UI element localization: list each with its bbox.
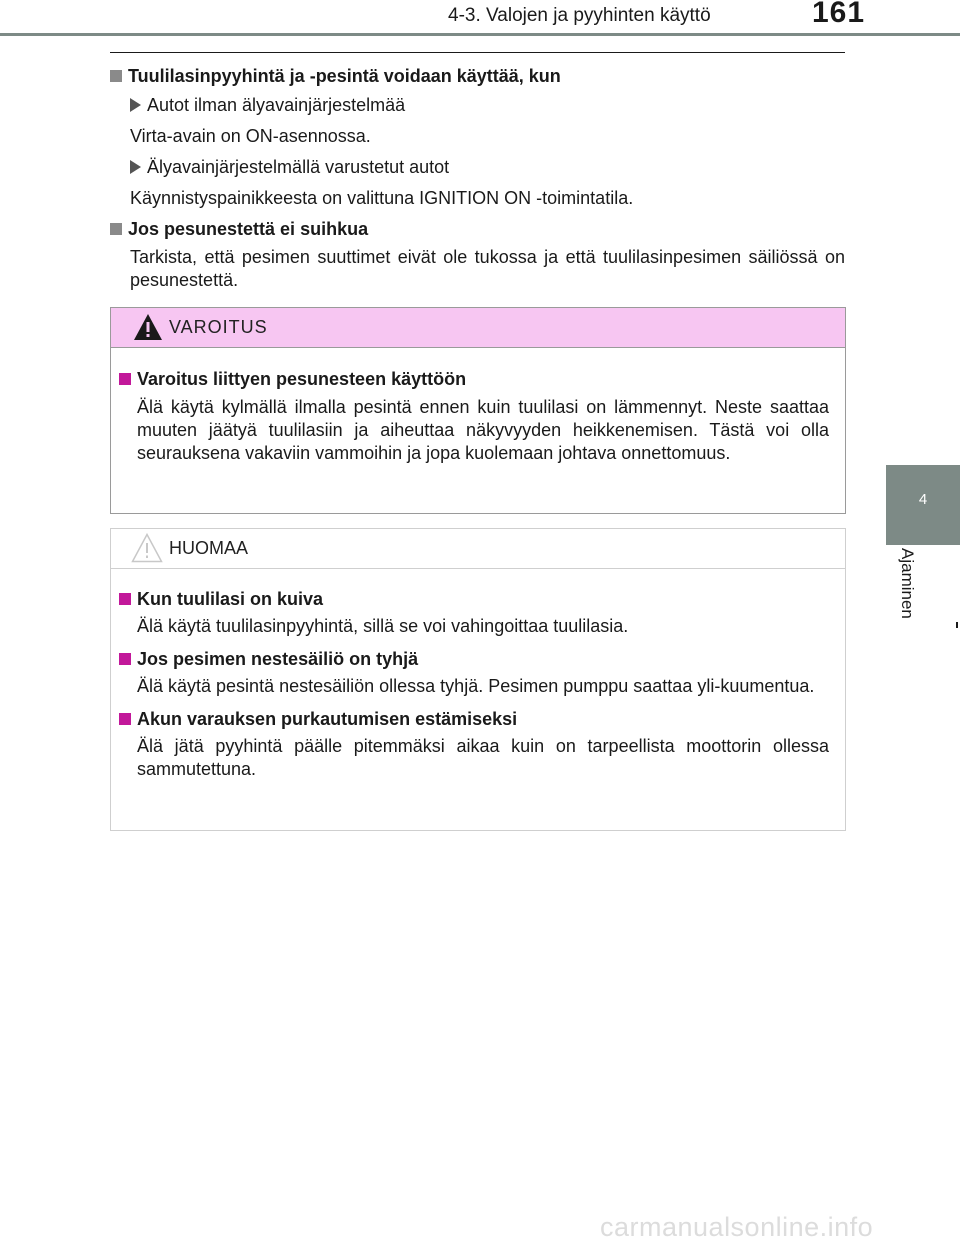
page-header <box>0 0 960 40</box>
square-bullet-icon <box>119 653 131 665</box>
square-bullet-icon <box>119 593 131 605</box>
caution-triangle-icon <box>131 533 163 563</box>
section-wiper-conditions <box>110 62 845 213</box>
notice-heading: Jos pesimen nestesäiliö on tyhjä <box>137 649 419 669</box>
chapter-number: 4 <box>918 491 928 508</box>
bullet-text: Älyavainjärjestelmällä varustetut autot <box>147 157 450 177</box>
notice-text: Älä jätä pyyhintä päälle pitemmäksi aikaa kuin on tarpeellista moottorin ollessa sammutettuna. <box>137 736 829 779</box>
notice-text: Älä käytä tuulilasinpyyhintä, sillä se voi vahingoittaa tuulilasia. <box>137 616 629 636</box>
section-heading: Jos pesunestettä ei suihkua <box>128 219 369 239</box>
side-tick <box>956 622 958 628</box>
content-top-rule <box>110 52 845 53</box>
chapter-name: Ajaminen <box>898 548 917 619</box>
square-bullet-icon <box>110 223 122 235</box>
notice-box <box>110 528 846 831</box>
paragraph: Käynnistyspainikkeesta on valittuna IGNITION ON -toimintatila. <box>130 188 634 208</box>
header-rule <box>0 33 960 36</box>
chapter-tab <box>886 465 960 545</box>
square-bullet-icon <box>110 70 122 82</box>
warning-box <box>110 307 846 514</box>
warning-text: Älä käytä kylmällä ilmalla pesintä ennen kuin tuulilasi on lämmennyt. Neste saattaa muuten jäätyä tuulilasiin ja aiheuttaa näkyvyyden heikkenemisen. Tästä voi olla seurauksena vakaviin vammoihin ja jopa kuolemaan johtava onnettomuus. <box>137 397 829 463</box>
section-no-washer-fluid <box>110 215 845 292</box>
paragraph: Tarkista, että pesimen suuttimet eivät ole tukossa ja että tuulilasinpesimen säiliössä on pesunestettä. <box>130 247 845 290</box>
square-bullet-icon <box>119 713 131 725</box>
triangle-bullet-icon <box>130 98 141 112</box>
notice-box-title: HUOMAA <box>169 538 249 558</box>
section-title: 4-3. Valojen ja pyyhinten käyttö <box>448 5 711 26</box>
notice-heading: Kun tuulilasi on kuiva <box>137 589 324 609</box>
bullet-text: Autot ilman älyavainjärjestelmää <box>147 95 406 115</box>
notice-box-body <box>111 569 845 801</box>
page-number: 161 <box>812 0 866 29</box>
section-heading: Tuulilasinpyyhintä ja -pesintä voidaan käyttää, kun <box>128 66 561 86</box>
paragraph: Virta-avain on ON-asennossa. <box>130 126 371 146</box>
watermark: carmanualsonline.info <box>600 1212 874 1242</box>
notice-box-header <box>111 529 845 569</box>
warning-heading: Varoitus liittyen pesunesteen käyttöön <box>137 369 467 389</box>
notice-text: Älä käytä pesintä nestesäiliön ollessa tyhjä. Pesimen pumppu saattaa yli-kuumentua. <box>137 676 815 696</box>
warning-box-header <box>111 308 845 348</box>
warning-box-body <box>111 348 845 485</box>
triangle-bullet-icon <box>130 160 141 174</box>
square-bullet-icon <box>119 373 131 385</box>
main-content <box>110 62 845 292</box>
warning-triangle-icon <box>133 313 163 341</box>
warning-box-title: VAROITUS <box>169 317 268 337</box>
notice-heading: Akun varauksen purkautumisen estämiseksi <box>137 709 518 729</box>
